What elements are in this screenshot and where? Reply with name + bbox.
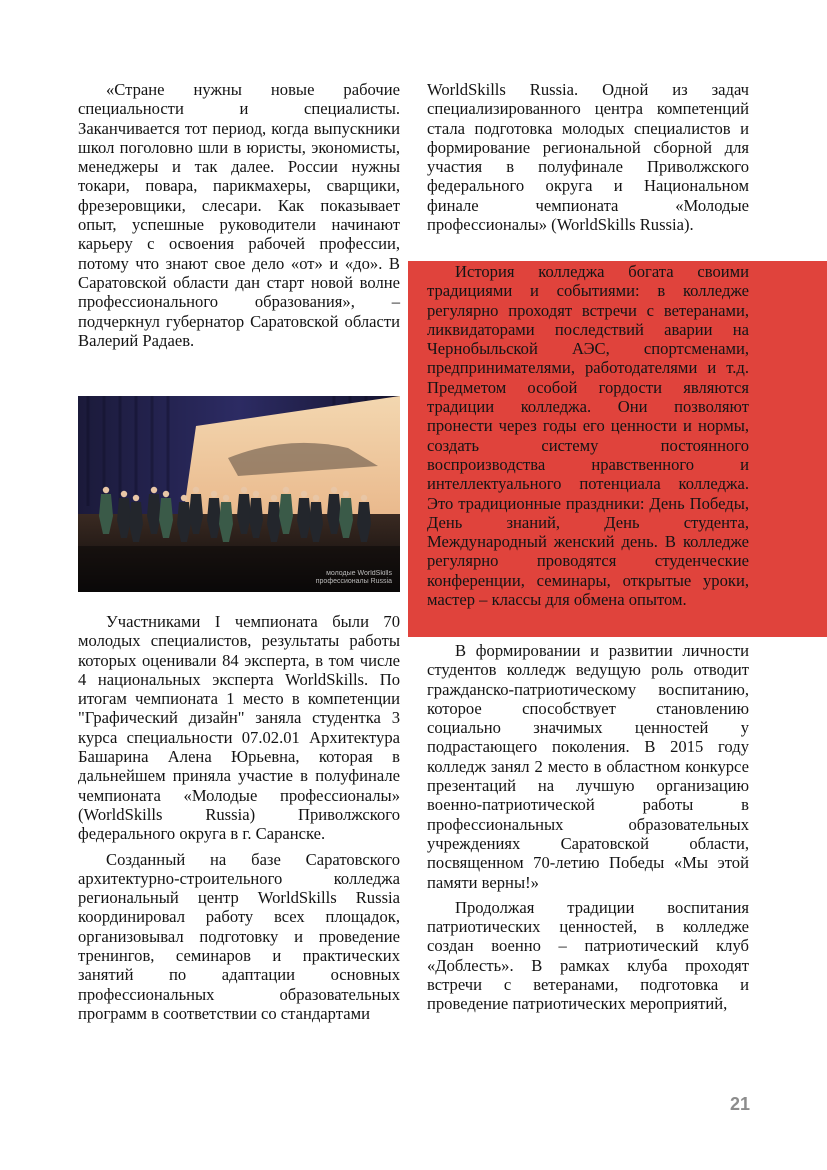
dancer-head (181, 495, 187, 501)
stage-photo-image (78, 396, 400, 592)
dancer-head (163, 491, 169, 497)
championship-participants-paragraph: Участниками I чемпионата были 70 молодых специалистов, результаты работы которых оценивали 84 эксперта, в том числе 4 национальных эксперта WorldSkills. По итогам чемпионата 1 место в компетенции "Графический дизайн" заняла студентка 3 курса специальности 07.02.01 Архитектура Башарина Алена Юрьевна, которая в дальнейшем приняла участие в полуфинале чемпионата «Молодые профессионалы» (WorldSkills Russia) Приволжского федерального округа в г. Саранске. (78, 612, 400, 844)
dancer-head (343, 491, 349, 497)
dancer-head (193, 487, 199, 493)
worldskills-tasks-paragraph: WorldSkills Russia. Одной из задач специализированного центра компетенций стала подготовка молодых специалистов и формирование региональной сборной для участия в полуфинале Приволжского федерального округа и Национальном финале чемпионата «Молодые профессионалы» (WorldSkills Russia). (427, 80, 749, 235)
patriotic-education-paragraph: В формировании и развитии личности студентов колледж ведущую роль отводит гражданско-патриотическому воспитанию, которое способствует становлению социально значимых ценностей у подрастающего поколения. В 2015 году колледж занял 2 место в областном конкурсе презентаций на лучшую организацию военно-патриотической работы в профессиональных образовательных учреждениях Саратовской области, посвященном 70-летию Победы «Мы этой памяти верны!» (427, 641, 749, 892)
dancer-head (151, 487, 157, 493)
right-column-top (427, 80, 749, 234)
dancer-head (361, 495, 367, 501)
photo-caption-line1: молодые WorldSkills (326, 570, 392, 577)
page-number: 21 (730, 1094, 751, 1114)
dancer-head (313, 495, 319, 501)
dancer-head (271, 495, 277, 501)
left-column-bottom (78, 612, 400, 1023)
military-club-paragraph: Продолжая традиции воспитания патриотических ценностей, в колледже создан военно – патриотический клуб «Доблесть». В рамках клуба проходят встречи с ветеранами, подготовка и проведение патриотических мероприятий, (427, 897, 749, 1014)
dancer-head (331, 487, 337, 493)
right-column-highlight (427, 262, 749, 609)
dancer-head (121, 491, 127, 497)
dancer-head (223, 495, 229, 501)
dancer-head (103, 487, 109, 493)
dancer-head (253, 491, 259, 497)
left-column-top (78, 80, 400, 350)
dancer-head (301, 491, 307, 497)
regional-center-paragraph: Созданный на базе Саратовского архитектурно-строительного колледжа региональный центр WorldSkills Russia координировал работу всех площадок, организовывал подготовку и проведение тренингов, семинаров и практических занятий по адаптации основных профессиональных образовательных программ в соответствии со стандартами (78, 849, 400, 1023)
stage-photo (78, 396, 400, 592)
governor-quote-paragraph: «Стране нужны новые рабочие специальности и специалисты. Заканчивается тот период, когда выпускники школ поголовно шли в юристы, экономисты, менеджеры и так далее. России нужны токари, повара, парикмахеры, сварщики, фрезеровщики, слесари. Как показывает опыт, успешные руководители начинают карьеру с освоения рабочей профессии, потому что знают свое дело «от» и «до». В Саратовской области дан старт новой волне профессионального образования», – подчеркнул губернатор Саратовской области Валерий Радаев. (78, 80, 400, 350)
photo-caption (316, 570, 392, 586)
college-traditions-paragraph: История колледжа богата своими традициями и событиями: в колледже регулярно проходят встречи с ветеранами, ликвидаторами последствий аварии на Чернобыльской АЭС, спортсменами, предпринимателями, работодателями и т.д. Предметом особой гордости являются традиции колледжа. Они позволяют пронести через годы его ценности и нормы, создать систему постоянного воспроизводства нравственного и интеллектуального потенциала колледжа. Это традиционные праздники: День Победы, День знаний, День студента, Международный женский день. В колледже регулярно проводятся студенческие конференции, семинары, открытые уроки, мастер – классы для обмена опытом. (427, 262, 749, 610)
dancer-head (241, 487, 247, 493)
right-column-bottom (427, 641, 749, 1014)
photo-caption-line2: профессионалы Russia (315, 578, 392, 585)
dancer-head (283, 487, 289, 493)
dancer-head (133, 495, 139, 501)
dancer-head (211, 491, 217, 497)
